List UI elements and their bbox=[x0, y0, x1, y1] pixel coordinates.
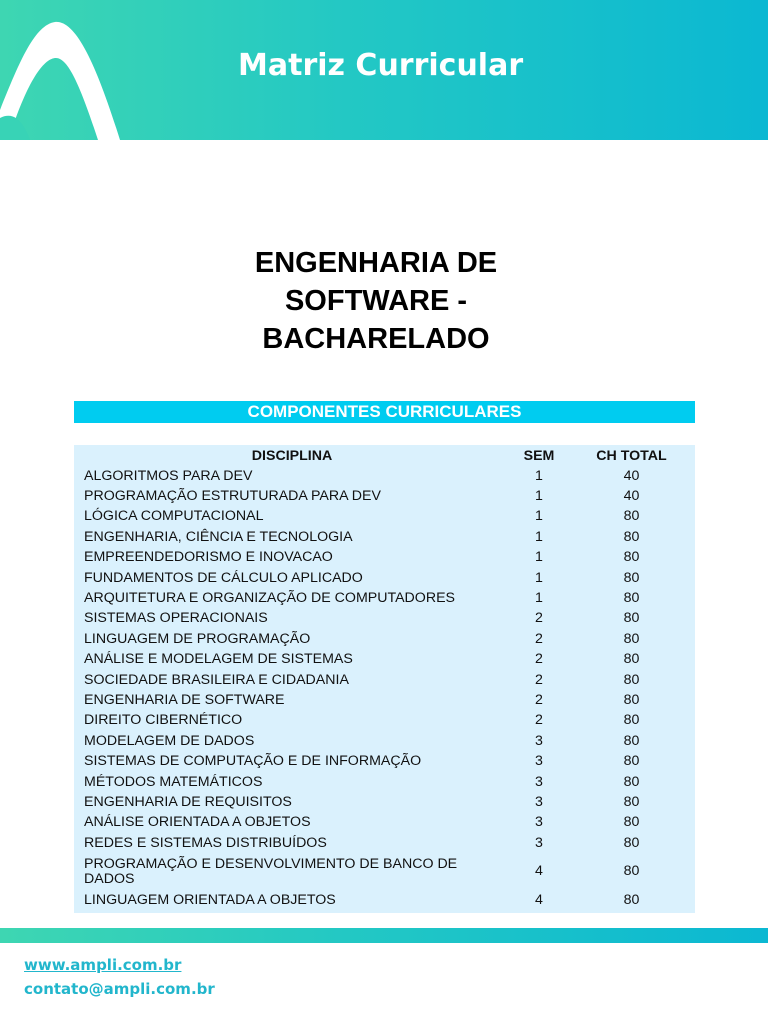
footer-bar bbox=[0, 928, 768, 943]
sem-cell: 1 bbox=[535, 488, 543, 505]
ch-total-cell: 80 bbox=[623, 753, 640, 770]
disciplina-cell: ENGENHARIA, CIÊNCIA E TECNOLOGIA bbox=[84, 528, 353, 545]
disciplina-cell: ENGENHARIA DE REQUISITOS bbox=[84, 793, 292, 810]
table-row bbox=[74, 609, 695, 629]
table-row bbox=[74, 731, 695, 751]
disciplina-cell: PROGRAMAÇÃO ESTRUTURADA PARA DEV bbox=[84, 488, 381, 505]
disciplina-cell: FUNDAMENTOS DE CÁLCULO APLICADO bbox=[84, 569, 363, 586]
header-banner bbox=[0, 0, 768, 140]
sem-cell: 1 bbox=[535, 467, 543, 484]
ch-total-cell: 80 bbox=[623, 508, 640, 525]
table-row bbox=[74, 568, 695, 588]
ch-total-cell: 80 bbox=[623, 569, 640, 586]
table-row bbox=[74, 466, 695, 486]
sem-cell: 3 bbox=[535, 773, 543, 790]
ch-total-cell: 80 bbox=[623, 590, 640, 607]
disciplina-cell: MÉTODOS MATEMÁTICOS bbox=[84, 773, 263, 790]
table-row bbox=[74, 548, 695, 568]
disciplina-cell: REDES E SISTEMAS DISTRIBUÍDOS bbox=[84, 834, 327, 851]
website-link[interactable]: www.ampli.com.br bbox=[24, 956, 182, 974]
disciplina-cell: ENGENHARIA DE SOFTWARE bbox=[84, 691, 285, 708]
ch-total-cell: 40 bbox=[623, 488, 640, 505]
ch-total-cell: 80 bbox=[623, 732, 640, 749]
sem-cell: 3 bbox=[535, 814, 543, 831]
sem-cell: 4 bbox=[535, 863, 543, 880]
curriculum-table bbox=[74, 445, 695, 911]
ch-total-cell: 80 bbox=[623, 691, 640, 708]
disciplina-cell: DIREITO CIBERNÉTICO bbox=[84, 712, 243, 729]
sem-cell: 2 bbox=[535, 671, 543, 688]
sem-cell: 3 bbox=[535, 834, 543, 851]
disciplina-cell: LINGUAGEM ORIENTADA A OBJETOS bbox=[84, 892, 336, 909]
page-header-title: Matriz Curricular bbox=[238, 48, 524, 83]
sem-cell: 1 bbox=[535, 549, 543, 566]
section-heading: COMPONENTES CURRICULARES bbox=[74, 401, 695, 423]
sem-cell: 3 bbox=[535, 753, 543, 770]
table-row bbox=[74, 588, 695, 608]
column-header-ch-total: CH TOTAL bbox=[596, 447, 667, 464]
table-header-row bbox=[74, 445, 695, 466]
ch-total-cell: 80 bbox=[623, 892, 640, 909]
ch-total-cell: 80 bbox=[623, 651, 640, 668]
column-header-sem: SEM bbox=[523, 447, 555, 464]
table-row bbox=[74, 690, 695, 710]
disciplina-cell: MODELAGEM DE DADOS bbox=[84, 732, 255, 749]
sem-cell: 3 bbox=[535, 793, 543, 810]
disciplina-cell: EMPREENDEDORISMO E INOVACAO bbox=[84, 549, 333, 566]
sem-cell: 1 bbox=[535, 569, 543, 586]
table-row bbox=[74, 670, 695, 690]
disciplina-cell: SISTEMAS DE COMPUTAÇÃO E DE INFORMAÇÃO bbox=[84, 753, 422, 770]
disciplina-cell: LÓGICA COMPUTACIONAL bbox=[84, 508, 264, 525]
sem-cell: 2 bbox=[535, 610, 543, 627]
table-row bbox=[74, 527, 695, 547]
disciplina-cell: PROGRAMAÇÃO E DESENVOLVIMENTO DE BANCO DE DADOS bbox=[84, 855, 458, 887]
ch-total-cell: 80 bbox=[623, 814, 640, 831]
ch-total-cell: 80 bbox=[623, 630, 640, 647]
curriculum-table-container bbox=[74, 445, 695, 913]
ampli-logo-icon bbox=[0, 0, 150, 140]
table-row bbox=[74, 813, 695, 833]
ch-total-cell: 80 bbox=[623, 671, 640, 688]
ch-total-cell: 80 bbox=[623, 528, 640, 545]
table-row bbox=[74, 507, 695, 527]
table-row bbox=[74, 650, 695, 670]
sem-cell: 2 bbox=[535, 630, 543, 647]
disciplina-cell: ARQUITETURA E ORGANIZAÇÃO DE COMPUTADORES bbox=[84, 590, 456, 607]
table-row bbox=[74, 751, 695, 771]
sem-cell: 2 bbox=[535, 712, 543, 729]
ch-total-cell: 80 bbox=[623, 834, 640, 851]
column-header-disciplina: DISCIPLINA bbox=[251, 447, 333, 464]
ch-total-cell: 80 bbox=[623, 863, 640, 880]
ch-total-cell: 80 bbox=[623, 773, 640, 790]
disciplina-cell: ANÁLISE E MODELAGEM DE SISTEMAS bbox=[84, 651, 353, 668]
sem-cell: 2 bbox=[535, 651, 543, 668]
ch-total-cell: 80 bbox=[623, 712, 640, 729]
table-row bbox=[74, 772, 695, 792]
table-row bbox=[74, 890, 695, 910]
disciplina-cell: SOCIEDADE BRASILEIRA E CIDADANIA bbox=[84, 671, 349, 688]
contact-email-link[interactable]: contato@ampli.com.br bbox=[24, 980, 215, 998]
disciplina-cell: ANÁLISE ORIENTADA A OBJETOS bbox=[84, 814, 311, 831]
ch-total-cell: 80 bbox=[623, 549, 640, 566]
table-row bbox=[74, 833, 695, 853]
ch-total-cell: 80 bbox=[623, 610, 640, 627]
disciplina-cell: ALGORITMOS PARA DEV bbox=[84, 467, 253, 484]
table-row bbox=[74, 792, 695, 812]
sem-cell: 1 bbox=[535, 590, 543, 607]
ch-total-cell: 40 bbox=[623, 467, 640, 484]
table-row bbox=[74, 629, 695, 649]
sem-cell: 1 bbox=[535, 508, 543, 525]
sem-cell: 4 bbox=[535, 892, 543, 909]
sem-cell: 3 bbox=[535, 732, 543, 749]
table-row bbox=[74, 853, 695, 890]
ch-total-cell: 80 bbox=[623, 793, 640, 810]
document-title-line: SOFTWARE - bbox=[284, 285, 468, 317]
sem-cell: 1 bbox=[535, 528, 543, 545]
disciplina-cell: LINGUAGEM DE PROGRAMAÇÃO bbox=[84, 630, 311, 647]
document-title-line: BACHARELADO bbox=[262, 323, 490, 355]
disciplina-cell: SISTEMAS OPERACIONAIS bbox=[84, 610, 268, 627]
document-title bbox=[184, 244, 568, 358]
table-row bbox=[74, 711, 695, 731]
sem-cell: 2 bbox=[535, 691, 543, 708]
document-title-line: ENGENHARIA DE bbox=[254, 247, 498, 279]
table-row bbox=[74, 486, 695, 506]
